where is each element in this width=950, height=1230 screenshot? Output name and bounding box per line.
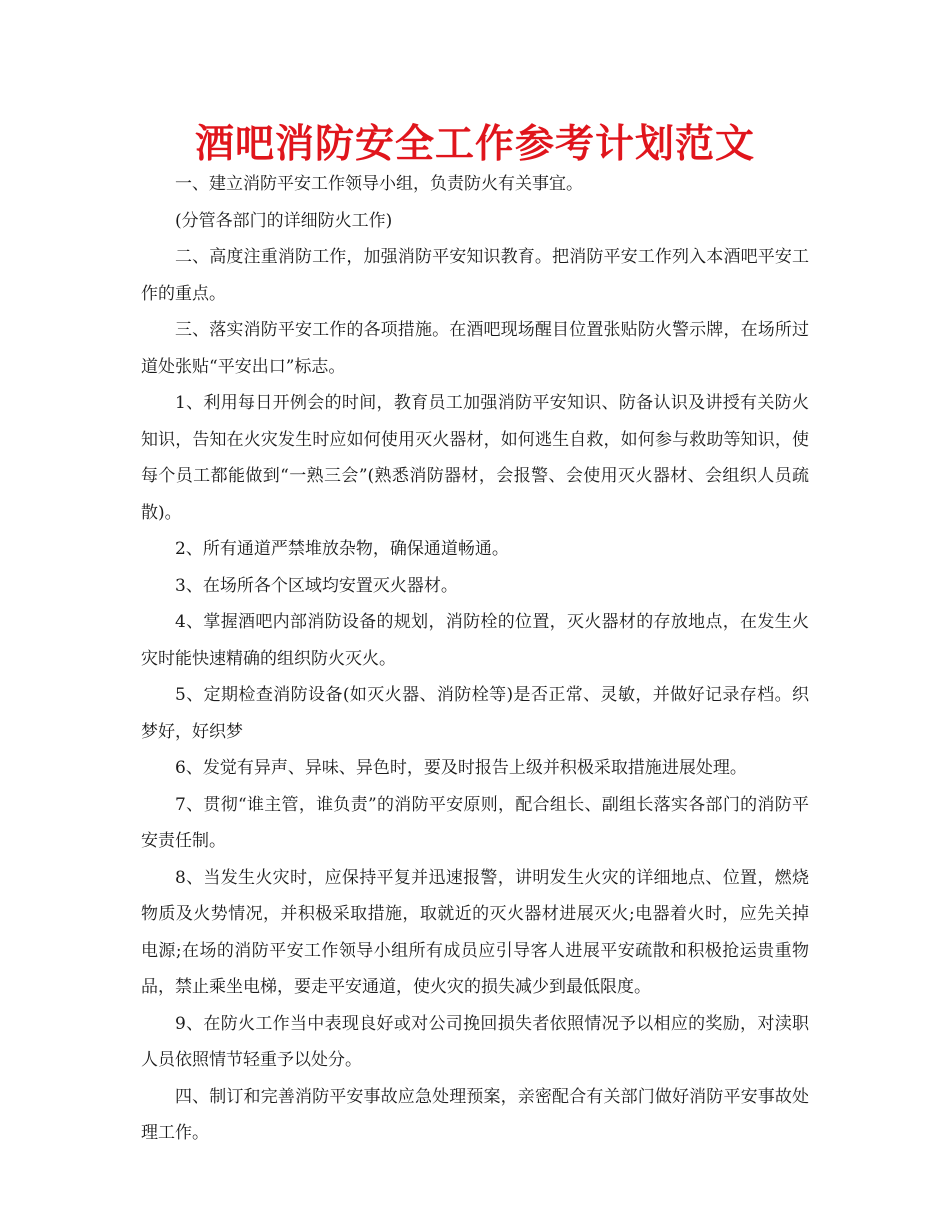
paragraph: 7、贯彻“谁主管，谁负责”的消防平安原则，配合组长、副组长落实各部门的消防平安责任制。 xyxy=(141,794,809,851)
paragraph: 3、在场所各个区域均安置灭火器材。 xyxy=(175,575,458,596)
paragraph: 1、利用每日开例会的时间，教育员工加强消防平安知识、防备认识及讲授有关防火知识，告知在火灾发生时应如何使用灭火器材，如何逃生自救，如何参与救助等知识，使每个员工都能做到“一熟三会”(熟悉消防器材，会报警、会使用灭火器材、会组织人员疏散)。 xyxy=(141,393,809,523)
paragraph: 三、落实消防平安工作的各项措施。在酒吧现场醒目位置张贴防火警示牌，在场所过道处张贴“平安出口”标志。 xyxy=(141,320,809,377)
document-body xyxy=(141,166,809,1152)
paragraph: 5、定期检查消防设备(如灭火器、消防栓等)是否正常、灵敏，并做好记录存档。织梦好，好织梦 xyxy=(141,685,809,742)
paragraph: 二、高度注重消防工作，加强消防平安知识教育。把消防平安工作列入本酒吧平安工作的重点。 xyxy=(141,247,809,304)
paragraph: (分管各部门的详细防火工作) xyxy=(175,210,393,231)
paragraph: 8、当发生火灾时，应保持平复并迅速报警，讲明发生火灾的详细地点、位置，燃烧物质及火势情况，并积极采取措施，取就近的灭火器材进展灭火;电器着火时，应先关掉电源;在场的消防平安工作领导小组所有成员应引导客人进展平安疏散和积极抢运贵重物品，禁止乘坐电梯，要走平安通道，使火灾的损失减少到最低限度。 xyxy=(141,867,809,997)
paragraph: 四、制订和完善消防平安事故应急处理预案，亲密配合有关部门做好消防平安事故处理工作。 xyxy=(141,1086,809,1143)
document-title: 酒吧消防安全工作参考计划范文 xyxy=(194,122,755,167)
paragraph: 9、在防火工作当中表现良好或对公司挽回损失者依照情况予以相应的奖励，对渎职人员依照情节轻重予以处分。 xyxy=(141,1013,809,1070)
paragraph: 6、发觉有异声、异味、异色时，要及时报告上级并积极采取措施进展处理。 xyxy=(175,758,747,778)
paragraph: 4、掌握酒吧内部消防设备的规划，消防栓的位置，灭火器材的存放地点，在发生火灾时能快速精确的组织防火灭火。 xyxy=(141,612,809,669)
paragraph: 2、所有通道严禁堆放杂物，确保通道畅通。 xyxy=(175,539,509,559)
paragraph: 一、建立消防平安工作领导小组，负责防火有关事宜。 xyxy=(175,174,583,194)
